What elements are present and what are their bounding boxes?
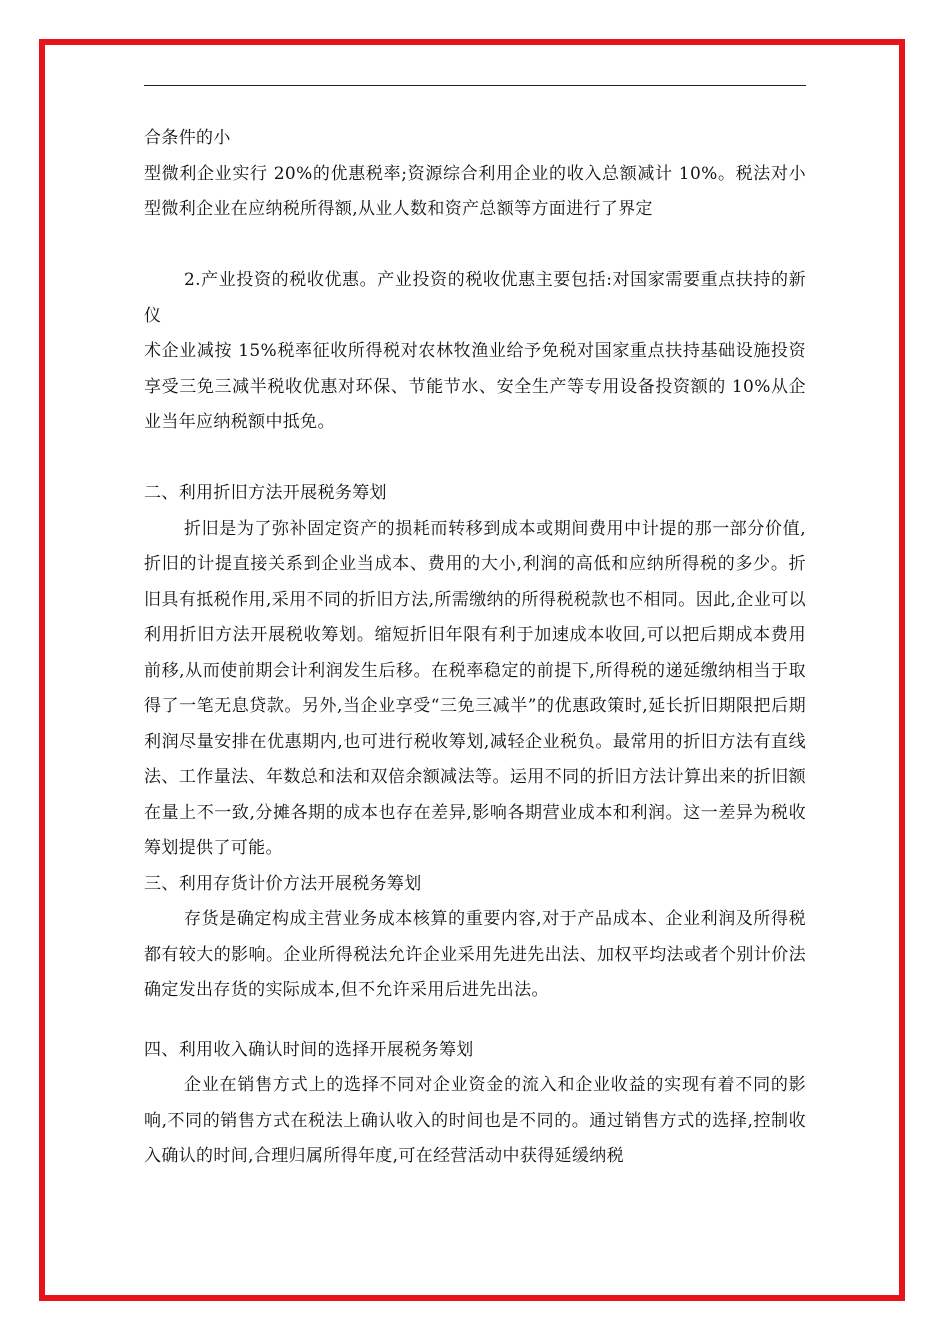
paragraph: 折旧是为了弥补固定资产的损耗而转移到成本或期间费用中计提的那一部分价值,折旧的计提直接关系到企业当成本、费用的大小,利润的高低和应纳所得税的多少。折旧具有抵税作用,采用不同的折旧方法,所需缴纳的所得税税款也不相同。因此,企业可以利用折旧方法开展税收筹划。缩短折旧年限有利于加速成本收回,可以把后期成本费用前移,从而使前期会计利润发生后移。在税率稳定的前提下,所得税的递延缴纳相当于取得了一笔无息贷款。另外,当企业享受“三免三减半”的优惠政策时,延长折旧期限把后期利润尽量安排在优惠期内,也可进行税收筹划,减轻企业税负。最常用的折旧方法有直线法、工作量法、年数总和法和双倍余额减法等。运用不同的折旧方法计算出来的折旧额在量上不一致,分摊各期的成本也存在差异,影响各期营业成本和利润。这一差异为税收筹划提供了可能。 bbox=[144, 518, 806, 858]
paragraph: 企业在销售方式上的选择不同对企业资金的流入和企业收益的实现有着不同的影响,不同的销售方式在税法上确认收入的时间也是不同的。通过销售方式的选择,控制收入确认的时间,合理归属所得年度,可在经营活动中获得延缓纳税 bbox=[144, 1075, 806, 1166]
section-heading: 二、利用折旧方法开展税务筹划 bbox=[144, 483, 387, 503]
paragraph: 术企业减按 15%税率征收所得税对农林牧渔业给予免税对国家重点扶持基础设施投资享受三免三减半税收优惠对环保、节能节水、安全生产等专用设备投资额的 10%从企业当年应纳税额中抵免。 bbox=[144, 341, 806, 432]
paragraph-line: 合条件的小 bbox=[144, 128, 231, 148]
section-heading: 四、利用收入确认时间的选择开展税务筹划 bbox=[144, 1039, 474, 1060]
spacer bbox=[144, 1009, 806, 1033]
paragraph: 存货是确定构成主营业务成本核算的重要内容,对于产品成本、企业利润及所得税都有较大的影响。企业所得税法允许企业采用先进先出法、加权平均法或者个别计价法确定发出存货的实际成本,但不允许采用后进先出法。 bbox=[144, 909, 806, 1000]
spacer bbox=[144, 441, 806, 477]
paragraph-line: 2.产业投资的税收优惠。产业投资的税收优惠主要包括:对国家需要重点扶持的新仪 bbox=[144, 270, 806, 326]
header-rule bbox=[144, 85, 806, 86]
section-heading: 三、利用存货计价方法开展税务筹划 bbox=[144, 873, 422, 894]
paragraph: 型微利企业实行 20%的优惠税率;资源综合利用企业的收入总额减计 10%。税法对小型微利企业在应纳税所得额,从业人数和资产总额等方面进行了界定 bbox=[144, 163, 806, 219]
document-body bbox=[144, 121, 806, 1175]
spacer bbox=[144, 228, 806, 264]
